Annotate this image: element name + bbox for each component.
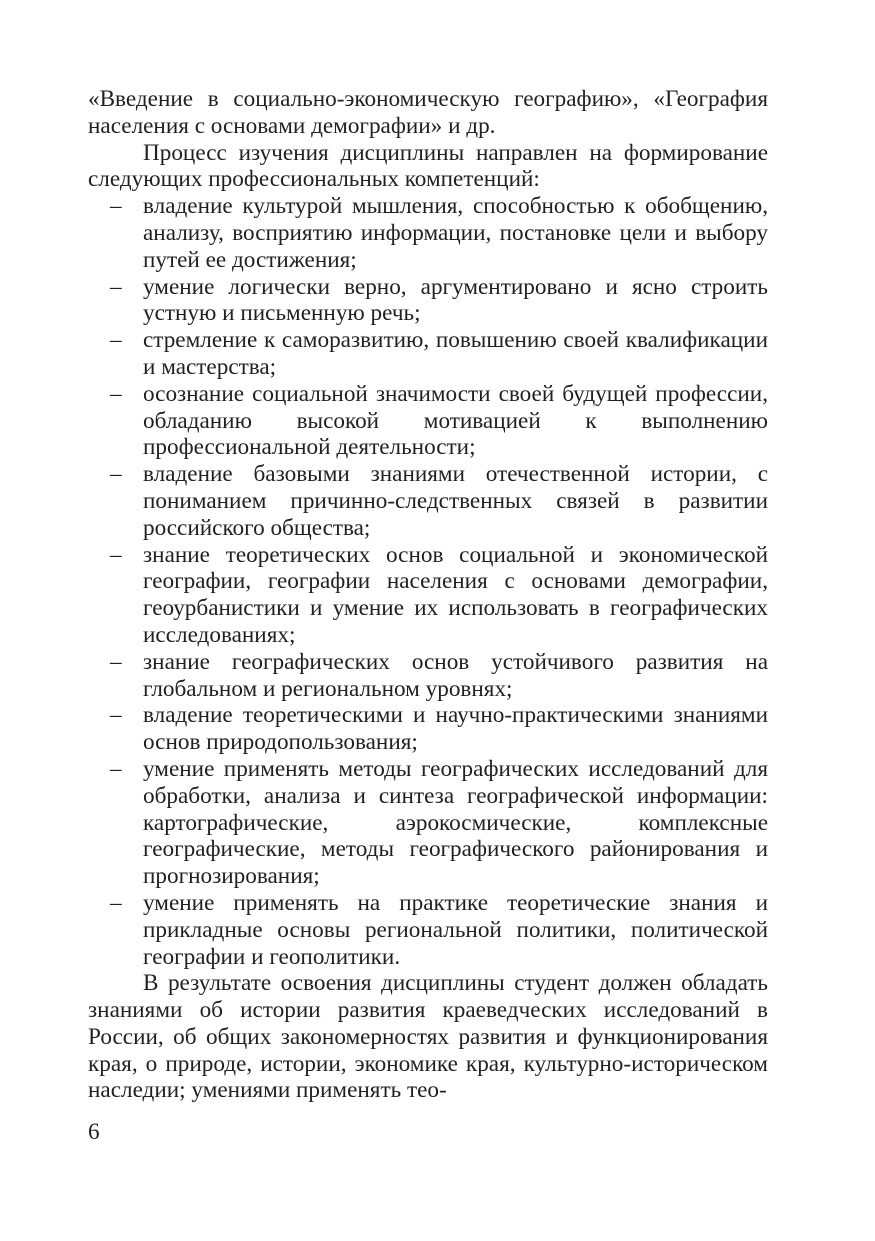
dash-marker: – [110,702,122,729]
dash-marker: – [110,327,122,354]
list-item-text: умение применять на практике теоретические знания и прикладные основы региональной политики, политической географии и геополитики. [143,889,768,970]
list-item-text: умение применять методы географических исследований для обработки, анализа и синтеза географической информации: картографические, аэрокосмические, комплексные географические, методы географического районирования и прогнозирования; [143,755,768,890]
competencies-list [88,193,768,970]
dash-marker: – [110,273,122,300]
list-item [88,890,768,970]
list-item [88,542,768,649]
list-item [88,381,768,461]
list-item-text: владение теоретическими и научно-практическими знаниями основ природопользования; [143,702,768,756]
competencies-intro: Процесс изучения дисциплины направлен на формирование следующих профессиональных компетенций: [88,139,768,193]
outcome-paragraph: В результате освоения дисциплины студент должен обладать знаниями об истории развития краеведческих исследований в России, об общих закономерностях развития и функционирования края, о природе, истории, экономике края, культурно-историческом наследии; умениями применять тео- [88,970,768,1104]
list-item-text: умение логически верно, аргументировано и ясно строить устную и письменную речь; [143,273,768,327]
list-item [88,461,768,541]
dash-marker: – [110,461,122,488]
list-item-text: знание географических основ устойчивого развития на глобальном и региональном уровнях; [143,648,768,702]
dash-marker: – [110,541,122,568]
list-item-text: владение базовыми знаниями отечественной истории, с пониманием причинно-следственных связей в развитии российского общества; [143,461,768,541]
list-item-text: стремление к саморазвитию, повышению своей квалификации и мастерства; [143,327,768,380]
dash-marker: – [110,755,122,782]
list-item-text: владение культурой мышления, способностью к обобщению, анализу, восприятию информации, постановке цели и выбору путей ее достижения; [143,193,768,273]
list-item [88,327,768,381]
list-item-text: знание теоретических основ социальной и экономической географии, географии населения с основами демографии, геоурбанистики и умение их использовать в географических исследованиях; [143,541,768,648]
dash-marker: – [110,889,122,916]
list-item-text: осознание социальной значимости своей будущей профессии, обладанию высокой мотивацией к выполнению профессиональной деятельности; [143,380,768,461]
dash-marker: – [110,648,122,675]
list-item [88,649,768,703]
list-item [88,702,768,756]
page-number: 6 [88,1119,100,1145]
dash-marker: – [110,193,122,220]
list-item [88,274,768,328]
list-item [88,193,768,273]
intro-continuation: «Введение в социально-экономическую географию», «География населения с основами демографии» и др. [88,86,768,139]
page-body [88,86,768,1104]
dash-marker: – [110,380,122,407]
list-item [88,756,768,890]
